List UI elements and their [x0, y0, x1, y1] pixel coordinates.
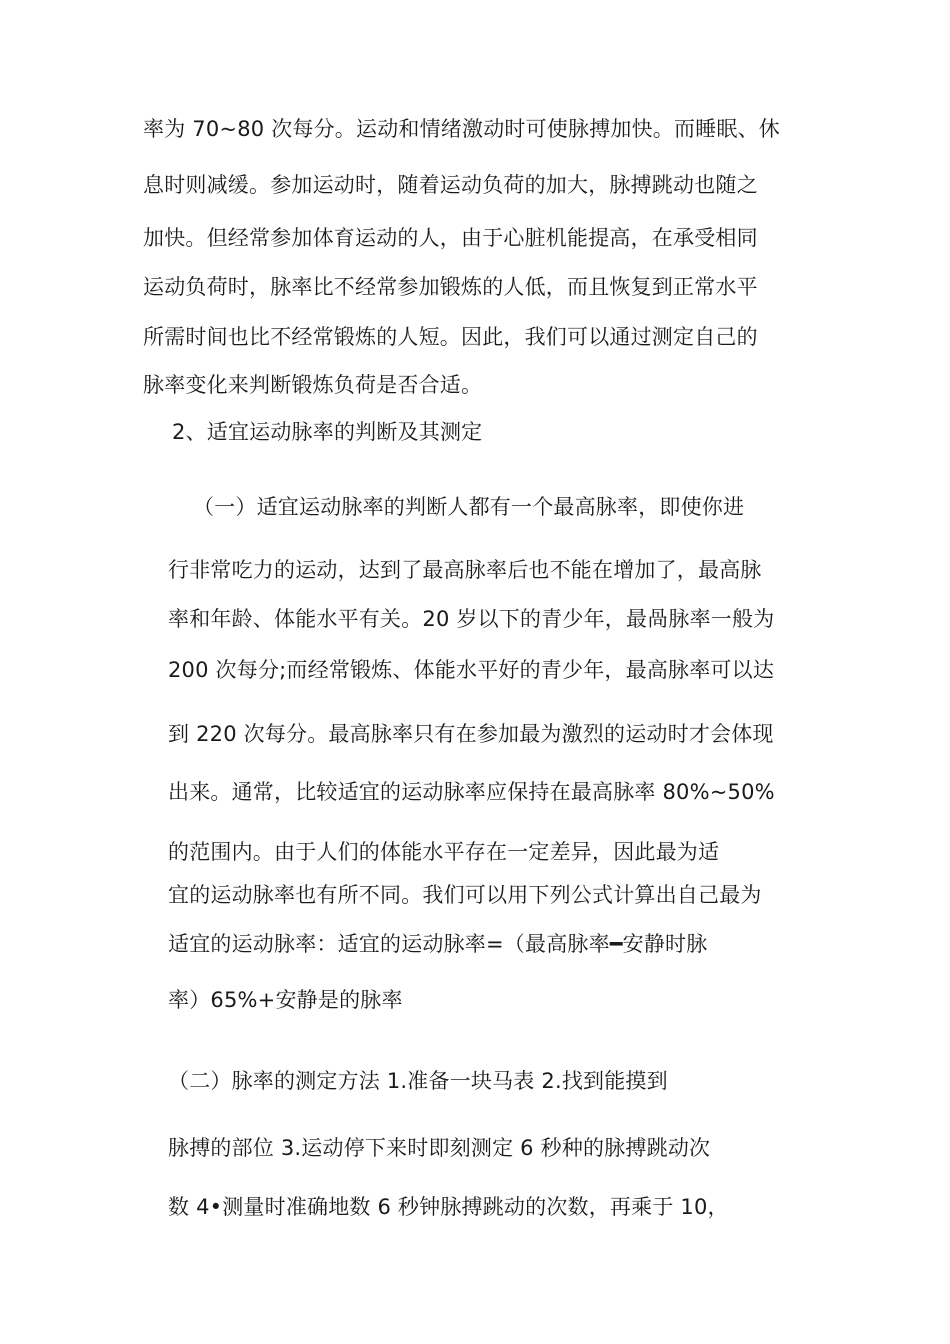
subsection-heading-2: （二）脉率的测定方法 1.准备一块马表 2.找到能摸到 [168, 1069, 668, 1093]
paragraph-line-6: 脉率变化来判断锻炼负荷是否合适。 [143, 373, 483, 397]
paragraph-line-15: 数 4•测量时准确地数 6 秒钟脉搏跳动的次数，再乘于 10， [168, 1195, 729, 1219]
paragraph-line-1: 率为 70~80 次每分。运动和情绪激动时可使脉搏加快。而睡眠、休 [143, 117, 780, 141]
section-heading: 2、适宜运动脉率的判断及其测定 [172, 420, 483, 444]
paragraph-line-12: 的范围内。由于人们的体能水平存在一定差异，因此最为适 [168, 840, 720, 864]
paragraph-line-9: 200 次每分;而经常锻炼、体能水平好的青少年，最高脉率可以达 [168, 658, 775, 682]
paragraph-line-8: 率和年龄、体能水平有关。20 岁以下的青少年，最咼脉率一般为 [168, 607, 775, 631]
paragraph-line-10: 到 220 次每分。最高脉率只有在参加最为激烈的运动时才会体现 [168, 722, 774, 746]
paragraph-line-14: 脉搏的部位 3.运动停下来时即刻测定 6 秒种的脉搏跳动次 [168, 1136, 711, 1160]
formula-line-2: 率）65%+安静是的脉率 [168, 988, 403, 1012]
paragraph-line-3: 加快。但经常参加体育运动的人，由于心脏机能提高，在承受相同 [143, 226, 758, 250]
paragraph-line-13: 宜的运动脉率也有所不同。我们可以用下列公式计算出自己最为 [168, 883, 762, 907]
paragraph-line-11: 出来。通常，比较适宜的运动脉率应保持在最高脉率 80%~50% [168, 780, 775, 804]
paragraph-line-7: 行非常吃力的运动，达到了最高脉率后也不能在增加了，最高脉 [168, 558, 762, 582]
formula-line-1: 适宜的运动脉率：适宜的运动脉率=（最高脉率━安静时脉 [168, 932, 708, 956]
subsection-heading-1: （一）适宜运动脉率的判断人都有一个最高脉率，即使你进 [193, 495, 745, 519]
paragraph-line-2: 息时则减缓。参加运动时，随着运动负荷的加大，脉搏跳动也随之 [143, 173, 758, 197]
paragraph-line-5: 所需时间也比不经常锻炼的人短。因此，我们可以通过测定自己的 [143, 325, 758, 349]
paragraph-line-4: 运动负荷时，脉率比不经常参加锻炼的人低，而且恢复到正常水平 [143, 275, 758, 299]
